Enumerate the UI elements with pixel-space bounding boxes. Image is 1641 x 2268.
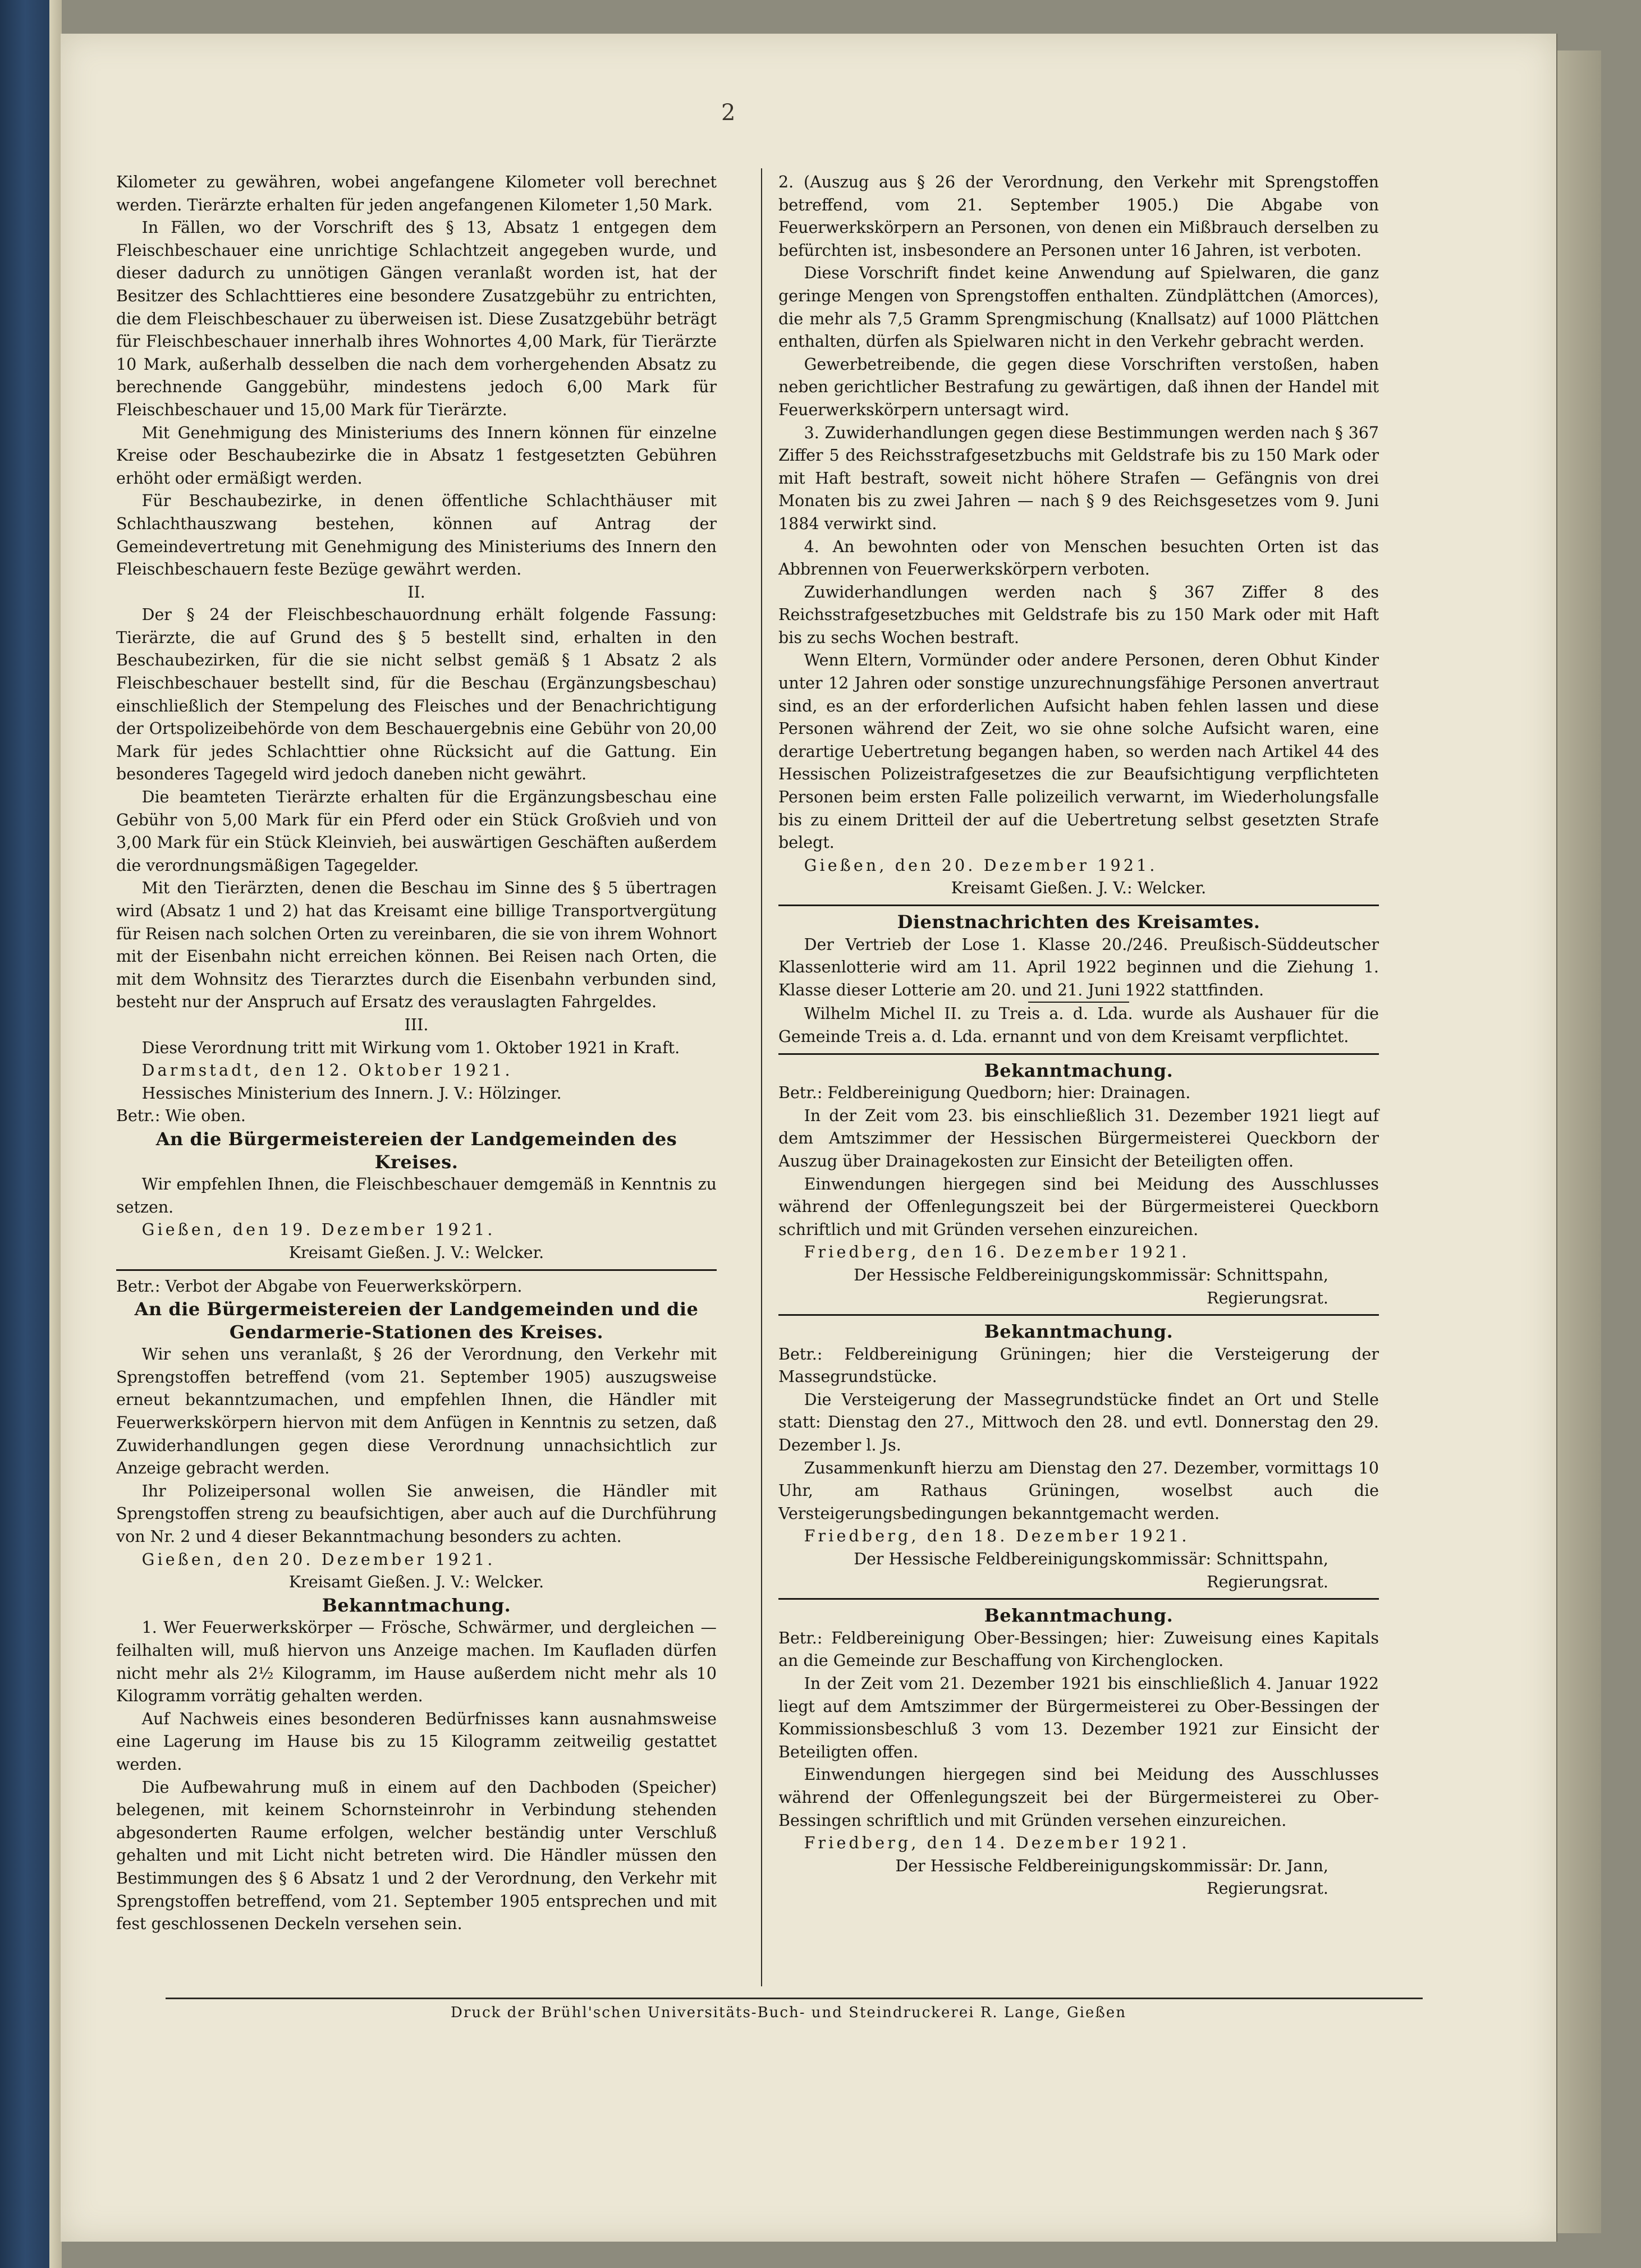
section-number: III.	[404, 1015, 429, 1034]
section-heading: Bekanntmachung.	[984, 1605, 1174, 1627]
paragraph: Der Vertrieb der Lose 1. Klasse 20./246. Preußisch-Süddeutscher Klassenlotterie wird am 11. April 1922 beginnen und die Ziehung 1. Klasse dieser Lotterie am 20. und 21. Juni 1922 stattfinden.	[778, 935, 1379, 999]
paragraph: 4. An bewohnten oder von Menschen besuchten Orten ist das Abbrennen von Feuerwerkskörpern verboten.	[778, 537, 1379, 579]
divider-rule	[778, 905, 1379, 906]
signature: Hessisches Ministerium des Innern. J. V.: Hölzinger.	[141, 1084, 562, 1103]
section-heading: Bekanntmachung.	[322, 1594, 511, 1616]
paragraph: Diese Verordnung tritt mit Wirkung vom 1. Oktober 1921 in Kraft.	[141, 1038, 680, 1057]
divider-rule	[116, 1269, 717, 1271]
paragraph: In Fällen, wo der Vorschrift des § 13, Absatz 1 entgegen dem Fleischbeschauer eine unrichtige Schlachtzeit angegeben wurde, und dieser dadurch zu unnötigen Gängen veranlaßt worden ist, hat der Besitzer des Schlachttieres eine besondere Zusatzgebühr zu entrichten, die dem Fleischbeschauer zu überweisen ist. Diese Zusatzgebühr beträgt für Fleischbeschauer innerhalb ihres Wohnortes 4,00 Mark, für Tierärzte 10 Mark, außerhalb desselben die nach dem vorhergehenden Absatz zu berechnende Ganggebühr, mindestens jedoch 6,00 Mark für Fleischbeschauer und 15,00 Mark für Tierärzte.	[116, 218, 717, 419]
subject-line: Betr.: Feldbereinigung Quedborn; hier: Drainagen.	[778, 1084, 1191, 1103]
divider-rule	[778, 1598, 1379, 1600]
paragraph: Wir sehen uns veranlaßt, § 26 der Verordnung, den Verkehr mit Sprengstoffen betreffend (vom 21. September 1905) auszugsweise erneut bekanntzumachen, und empfehlen Ihnen, die Händler mit Feuerwerkskörpern hiervon mit dem Anfügen in Kenntnis zu setzen, daß Zuwiderhandlungen gegen diese Verordnung unnachsichtlich zur Anzeige gebracht werden.	[116, 1345, 717, 1478]
divider-rule	[778, 1053, 1379, 1055]
paragraph: In der Zeit vom 21. Dezember 1921 bis einschließlich 4. Januar 1922 liegt auf dem Amtszimmer der Bürgermeisterei zu Ober-Bessingen der Kommissionsbeschluß 3 vom 13. Dezember 1921 zur Einsicht der Beteiligten offen.	[778, 1674, 1379, 1761]
paragraph: 1. Wer Feuerwerkskörper — Frösche, Schwärmer, und dergleichen — feilhalten will, muß hiervon uns Anzeige machen. Im Kaufladen dürfen nicht mehr als 2½ Kilogramm, im Hause außerdem nicht mehr als 10 Kilogramm vorrätig gehalten werden.	[116, 1618, 717, 1706]
book-binding	[0, 0, 56, 2268]
signature: Der Hessische Feldbereinigungskommissär: Dr. Jann, Regierungsrat.	[895, 1856, 1328, 1898]
page-edge	[1556, 50, 1601, 2233]
place-date: Friedberg, den 16. Dezember 1921.	[804, 1243, 1190, 1262]
signature: Der Hessische Feldbereinigungskommissär: Schnittspahn, Regierungsrat.	[854, 1265, 1328, 1307]
place-date: Gießen, den 20. Dezember 1921.	[141, 1550, 496, 1569]
signature: Kreisamt Gießen. J. V.: Welcker.	[288, 1573, 544, 1592]
place-date: Gießen, den 20. Dezember 1921.	[804, 856, 1158, 875]
paragraph: Auf Nachweis eines besonderen Bedürfnisses kann ausnahmsweise eine Lagerung im Hause bis zu 15 Kilogramm zeitweilig gestattet werden.	[116, 1709, 717, 1774]
section-heading: Dienstnachrichten des Kreisamtes.	[897, 911, 1260, 933]
subject-line: Betr.: Feldbereinigung Grüningen; hier die Versteigerung der Massegrundstücke.	[778, 1344, 1379, 1386]
place-date: Friedberg, den 14. Dezember 1921.	[804, 1834, 1190, 1853]
section-heading: An die Bürgermeistereien der Landgemeinden und die Gendarmerie-Stationen des Kreises.	[134, 1298, 699, 1343]
paragraph: Die beamteten Tierärzte erhalten für die Ergänzungsbeschau eine Gebühr von 5,00 Mark für ein Pferd oder ein Stück Großvieh und von 3,00 Mark für ein Stück Kleinvieh, bei auswärtigen Geschäften außerdem die verordnungsmäßigen Tagegelder.	[116, 788, 717, 875]
paragraph: Einwendungen hiergegen sind bei Meidung des Ausschlusses während der Offenlegungszeit bei der Bürgermeisterei Queckborn schriftlich und mit Gründen versehen einzureichen.	[778, 1174, 1379, 1239]
subject-line: Betr.: Wie oben.	[116, 1107, 246, 1126]
place-date: Gießen, den 19. Dezember 1921.	[141, 1220, 496, 1239]
paragraph: Kilometer zu gewähren, wobei angefangene Kilometer voll berechnet werden. Tierärzte erhalten für jeden angefangenen Kilometer 1,50 Mark.	[116, 173, 717, 214]
paragraph: Der § 24 der Fleischbeschauordnung erhält folgende Fassung: Tierärzte, die auf Grund des § 5 bestellt sind, erhalten in den Beschaubezirken, für die sie nicht selbst gemäß § 1 Absatz 2 als Fleischbeschauer bestellt sind, für die Beschau (Ergänzungsbeschau) einschließlich der Stempelung des Fleisches und der Benachrichtigung der Ortspolizeibehörde von dem Beschauergebnis eine Gebühr von 20,00 Mark für jedes Schlachttier ohne Rücksicht auf die Gattung. Ein besonderes Tagegeld wird jedoch daneben nicht gewährt.	[116, 605, 717, 784]
column-divider	[761, 168, 762, 1986]
paragraph: Wir empfehlen Ihnen, die Fleischbeschauer demgemäß in Kenntnis zu setzen.	[116, 1175, 717, 1216]
paragraph: Zusammenkunft hierzu am Dienstag den 27. Dezember, vormittags 10 Uhr, am Rathaus Grüningen, woselbst auch die Versteigerungsbedingungen bekanntgemacht werden.	[778, 1458, 1379, 1523]
paragraph: In der Zeit vom 23. bis einschließlich 31. Dezember 1921 liegt auf dem Amtszimmer der Hessischen Bürgermeisterei Queckborn der Auszug über Drainagekosten zur Einsicht der Beteiligten offen.	[778, 1106, 1379, 1170]
left-column	[116, 171, 717, 1936]
printer-imprint: Druck der Brühl'schen Universitäts-Buch- und Steindruckerei R. Lange, Gießen	[451, 2004, 1126, 2021]
paragraph: Wenn Eltern, Vormünder oder andere Personen, deren Obhut Kinder unter 12 Jahren oder sonstige unzurechnungsfähige Personen anvertraut sind, es an der erforderlichen Aufsicht haben fehlen lassen und diese Personen während der Zeit, wo sie ohne solche Aufsicht waren, eine derartige Uebertretung begangen haben, so werden nach Artikel 44 des Hessischen Polizeistrafgesetzes die zur Beaufsichtigung verpflichteten Personen beim ersten Falle polizeilich verwarnt, im Wiederholungsfalle bis zu einem Dritteil der auf die Uebertretung selbst gesetzten Strafe belegt.	[778, 651, 1379, 852]
subject-line: Betr.: Verbot der Abgabe von Feuerwerkskörpern.	[116, 1277, 522, 1296]
paragraph: 2. (Auszug aus § 26 der Verordnung, den Verkehr mit Sprengstoffen betreffend, vom 21. September 1905.) Die Abgabe von Feuerwerkskörpern an Personen, von denen ein Mißbrauch derselben zu befürchten ist, insbesondere an Personen unter 16 Jahren, ist verboten.	[778, 173, 1379, 260]
place-date: Darmstadt, den 12. Oktober 1921.	[141, 1061, 513, 1080]
page-number: 2	[721, 100, 736, 126]
section-heading: Bekanntmachung.	[984, 1059, 1174, 1081]
right-column	[778, 171, 1379, 1900]
paragraph: Zuwiderhandlungen werden nach § 367 Ziffer 8 des Reichsstrafgesetzbuches mit Geldstrafe bis zu 150 Mark oder mit Haft bis zu sechs Wochen bestraft.	[778, 582, 1379, 647]
paragraph: Für Beschaubezirke, in denen öffentliche Schlachthäuser mit Schlachthauszwang bestehen, können auf Antrag der Gemeindevertretung mit Genehmigung des Ministeriums des Innern den Fleischbeschauern feste Bezüge gewährt werden.	[116, 492, 717, 579]
paragraph: Wilhelm Michel II. zu Treis a. d. Lda. wurde als Aushauer für die Gemeinde Treis a. d. Lda. ernannt und von dem Kreisamt verpflichtet.	[778, 1004, 1379, 1046]
footer-rule	[166, 1998, 1423, 1999]
paragraph: Einwendungen hiergegen sind bei Meidung des Ausschlusses während der Offenlegungszeit bei der Bürgermeisterei zu Ober-Bessingen schriftlich und mit Gründen versehen einzureichen.	[778, 1765, 1379, 1830]
paragraph: Mit den Tierärzten, denen die Beschau im Sinne des § 5 übertragen wird (Absatz 1 und 2) hat das Kreisamt eine billige Transportvergütung für Reisen nach solchen Orten zu vereinbaren, die sie von ihrem Wohnort mit der Eisenbahn nicht erreichen können. Bei Reisen nach Orten, die mit dem Wohnsitz des Tierarztes durch die Eisenbahn verbunden sind, besteht nur der Anspruch auf Ersatz des verauslagten Fahrgeldes.	[116, 879, 717, 1012]
section-number: II.	[407, 582, 425, 602]
signature: Der Hessische Feldbereinigungskommissär: Schnittspahn, Regierungsrat.	[854, 1550, 1328, 1591]
signature: Kreisamt Gießen. J. V.: Welcker.	[951, 879, 1207, 898]
paragraph: Diese Vorschrift findet keine Anwendung auf Spielwaren, die ganz geringe Mengen von Sprengstoffen enthalten. Zündplättchen (Amorces), die mehr als 7,5 Gramm Sprengmischung (Knallsatz) auf 1000 Plättchen enthalten, dürfen als Spielwaren nicht in den Verkehr gebracht werden.	[778, 264, 1379, 351]
section-heading: Bekanntmachung.	[984, 1321, 1174, 1343]
subject-line: Betr.: Feldbereinigung Ober-Bessingen; hier: Zuweisung eines Kapitals an die Gemeinde zur Beschaffung von Kirchenglocken.	[778, 1628, 1379, 1670]
paragraph: Die Versteigerung der Massegrundstücke findet an Ort und Stelle statt: Dienstag den 27., Mittwoch den 28. und evtl. Donnerstag den 29. Dezember l. Js.	[778, 1390, 1379, 1455]
place-date: Friedberg, den 18. Dezember 1921.	[804, 1527, 1190, 1546]
paragraph: Die Aufbewahrung muß in einem auf den Dachboden (Speicher) belegenen, mit keinem Schornsteinrohr in Verbindung stehenden abgesonderten Raume erfolgen, welcher beständig unter Verschluß gehalten und mit Licht nicht betreten wird. Die Händler müssen den Bestimmungen des § 6 Absatz 1 und 2 der Verordnung, den Verkehr mit Sprengstoffen betreffend, vom 21. September 1905 entsprechen und mit fest geschlossenen Deckeln versehen sein.	[116, 1778, 717, 1934]
signature: Kreisamt Gießen. J. V.: Welcker.	[288, 1243, 544, 1262]
paragraph: Ihr Polizeipersonal wollen Sie anweisen, die Händler mit Sprengstoffen streng zu beaufsichtigen, aber auch auf die Durchführung von Nr. 2 und 4 dieser Bekanntmachung besonders zu achten.	[116, 1481, 717, 1546]
binding-edge	[49, 0, 62, 2268]
divider-rule	[778, 1314, 1379, 1316]
section-heading: An die Bürgermeistereien der Landgemeinden des Kreises.	[155, 1128, 677, 1173]
paragraph: Mit Genehmigung des Ministeriums des Innern können für einzelne Kreise oder Beschaubezirke die in Absatz 1 festgesetzten Gebühren erhöht oder ermäßigt werden.	[116, 423, 717, 488]
paragraph: Gewerbetreibende, die gegen diese Vorschriften verstoßen, haben neben gerichtlicher Bestrafung zu gewärtigen, daß ihnen der Handel mit Feuerwerkskörpern untersagt wird.	[778, 355, 1379, 419]
paragraph: 3. Zuwiderhandlungen gegen diese Bestimmungen werden nach § 367 Ziffer 5 des Reichsstrafgesetzbuchs mit Geldstrafe bis zu 150 Mark oder mit Haft bestraft, soweit nicht höhere Strafen — Gefängnis von drei Monaten bis zu zwei Jahren — nach § 9 des Reichsgesetzes vom 9. Juni 1884 verwirkt sind.	[778, 423, 1379, 533]
